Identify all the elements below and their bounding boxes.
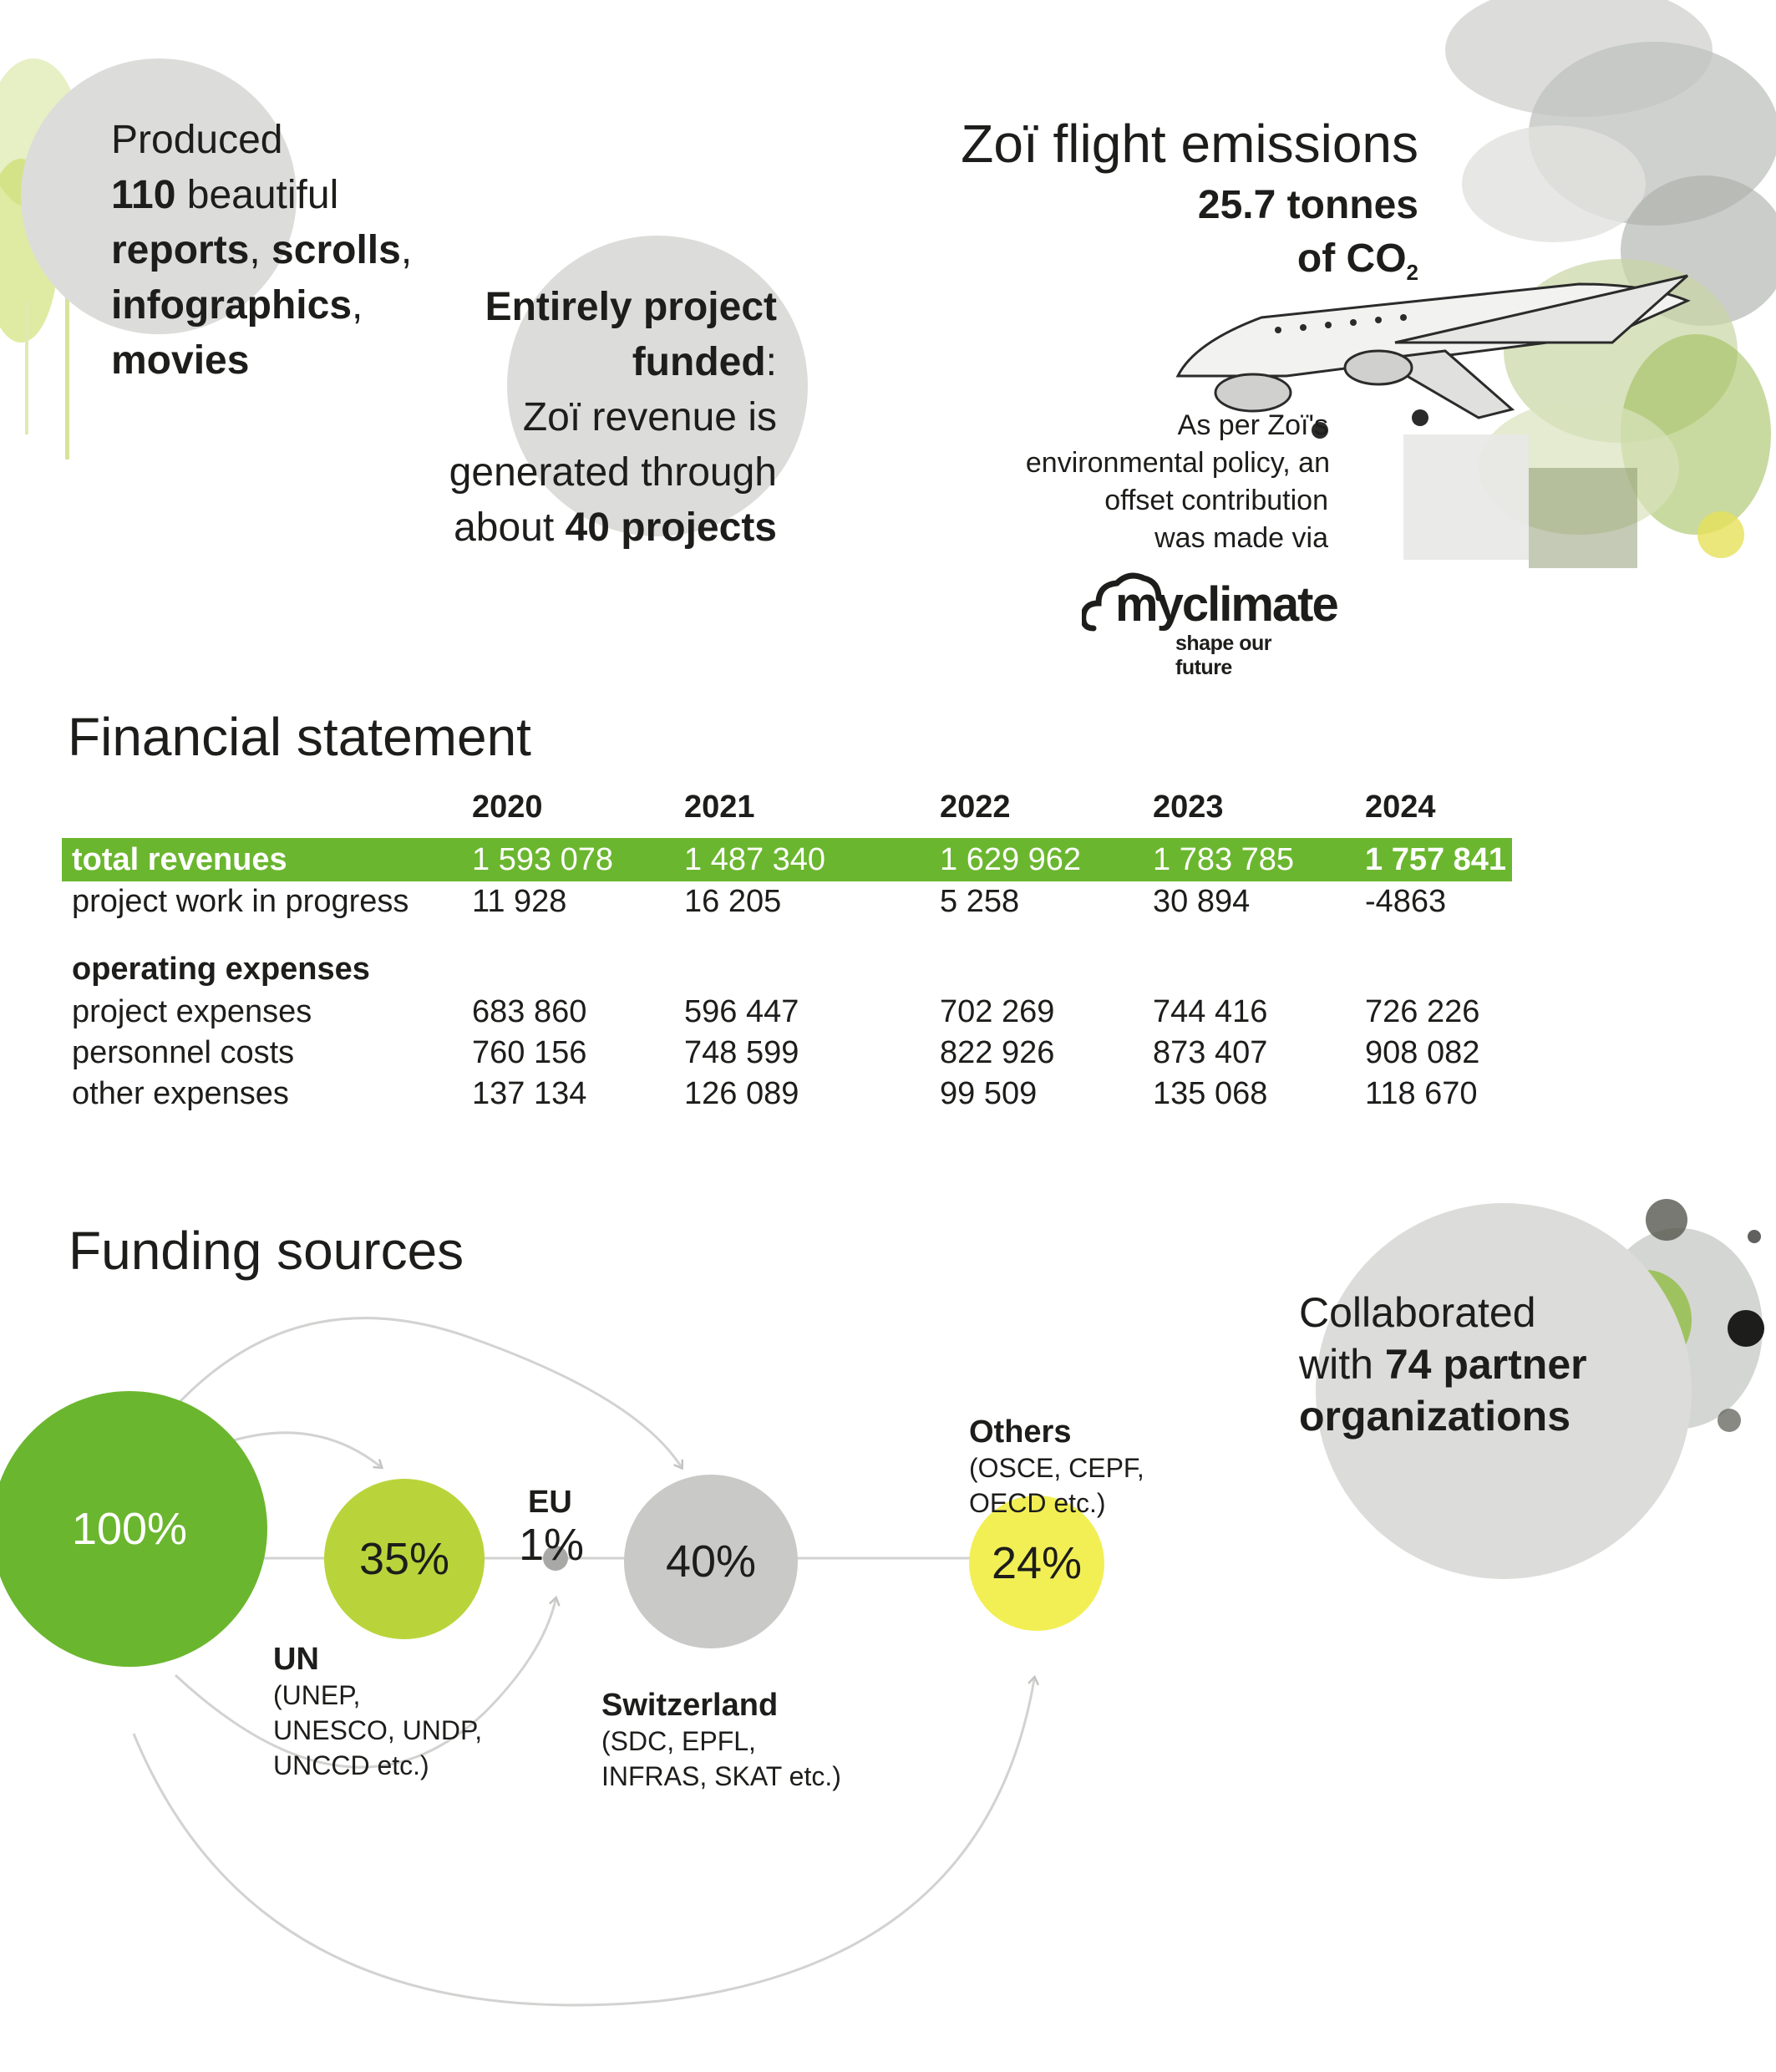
table-cell: 1 487 340 <box>684 842 826 877</box>
partner-count: 74 partner <box>1384 1341 1587 1388</box>
offset-line: As per Zoï's <box>1177 409 1328 441</box>
un-funding-circle <box>324 1479 485 1639</box>
partner-line3: organizations <box>1299 1393 1571 1440</box>
produced-summary <box>111 113 412 388</box>
table-cell: 1 783 785 <box>1153 842 1295 877</box>
flight-value-sub: 2 <box>1406 260 1418 285</box>
table-header-row <box>62 785 1515 829</box>
table-cell: 726 226 <box>1365 994 1480 1029</box>
switzerland-label: Switzerland <box>601 1688 779 1723</box>
table-cell: -4863 <box>1365 884 1447 919</box>
row-label: personnel costs <box>72 1035 295 1070</box>
partner-summary <box>1299 1287 1587 1442</box>
partner-line1: Collaborated <box>1299 1289 1536 1336</box>
table-cell: 908 082 <box>1365 1035 1480 1070</box>
row-label: other expenses <box>72 1076 289 1111</box>
others-detail: OECD etc.) <box>969 1488 1106 1518</box>
un-pct: 35% <box>358 1534 450 1584</box>
table-cell: 135 068 <box>1153 1076 1268 1111</box>
row-label: project expenses <box>72 994 312 1029</box>
total-funding-circle <box>0 1391 267 1667</box>
myclimate-wordmark: myclimate <box>1115 577 1337 632</box>
table-row <box>62 880 1515 923</box>
table-cell: 760 156 <box>472 1035 587 1070</box>
table-cell: 822 926 <box>940 1035 1055 1070</box>
partner-line2-prefix: with <box>1299 1341 1385 1388</box>
produced-item-scrolls: scrolls <box>271 228 401 272</box>
year-header: 2021 <box>684 790 755 825</box>
funded-bold-line1: Entirely project <box>485 285 777 329</box>
table-cell: 748 599 <box>684 1035 799 1070</box>
myclimate-tagline: shape our future <box>1175 632 1271 679</box>
un-detail: UNCCD etc.) <box>273 1750 429 1780</box>
switzerland-funding-circle <box>624 1475 798 1648</box>
produced-item-reports: reports <box>111 228 250 272</box>
funded-line3: Zoï revenue is <box>522 395 777 439</box>
switzerland-detail: INFRAS, SKAT etc.) <box>601 1761 841 1791</box>
row-label: total revenues <box>72 842 287 877</box>
table-cell: 1 593 078 <box>472 842 614 877</box>
eu-pct: 1% <box>519 1520 585 1570</box>
funded-bold-line2: funded <box>632 340 766 384</box>
table-cell: 16 205 <box>684 884 782 919</box>
table-cell: 596 447 <box>684 994 799 1029</box>
switzerland-detail: (SDC, EPFL, <box>601 1726 756 1756</box>
table-cell: 118 670 <box>1365 1076 1478 1111</box>
myclimate-logo <box>1082 576 1337 679</box>
un-detail: (UNEP, <box>273 1680 361 1710</box>
table-cell: 30 894 <box>1153 884 1251 919</box>
financial-statement-title: Financial statement <box>68 707 531 767</box>
table-cell: 1 757 841 <box>1365 842 1507 877</box>
table-cell: 126 089 <box>684 1076 799 1111</box>
funded-colon: : <box>765 340 777 384</box>
un-label: UN <box>273 1642 319 1677</box>
table-cell: 5 258 <box>940 884 1020 919</box>
offset-line: environmental policy, an <box>1025 447 1330 479</box>
flight-value-line1: 25.7 tonnes <box>1197 183 1418 227</box>
produced-sep: , <box>249 228 272 272</box>
funded-line4: generated through <box>449 450 777 495</box>
un-detail: UNESCO, UNDP, <box>273 1715 483 1745</box>
produced-item-movies: movies <box>111 338 250 383</box>
produced-line1: Produced <box>111 118 283 162</box>
table-cell: 873 407 <box>1153 1035 1268 1070</box>
others-detail: (OSCE, CEPF, <box>969 1453 1144 1483</box>
flight-value-line2: of CO <box>1296 236 1407 281</box>
others-label: Others <box>969 1414 1072 1450</box>
others-label-block <box>969 1414 1144 1521</box>
produced-item-infographics: infographics <box>111 283 353 328</box>
table-row <box>62 990 1515 1033</box>
table-cell: 683 860 <box>472 994 587 1029</box>
switzerland-label-block <box>601 1688 841 1794</box>
table-cell: 1 629 962 <box>940 842 1082 877</box>
table-cell: 702 269 <box>940 994 1055 1029</box>
offset-policy-text <box>1026 407 1328 557</box>
table-cell: 137 134 <box>472 1076 587 1111</box>
year-header: 2020 <box>472 790 543 825</box>
table-cell: 744 416 <box>1153 994 1268 1029</box>
table-row <box>62 1031 1515 1074</box>
table-row-total-revenues <box>62 838 1512 881</box>
total-pct: 100% <box>71 1504 188 1554</box>
offset-line: offset contribution <box>1104 485 1328 516</box>
table-row <box>62 1072 1515 1115</box>
year-header: 2023 <box>1153 790 1224 825</box>
funded-projects-count: 40 projects <box>565 505 777 550</box>
year-header: 2024 <box>1365 790 1436 825</box>
year-header: 2022 <box>940 790 1011 825</box>
funded-line5-prefix: about <box>454 505 566 550</box>
ch-pct: 40% <box>665 1536 757 1587</box>
produced-count: 110 <box>111 173 176 217</box>
table-cell: 11 928 <box>472 884 567 919</box>
produced-sep: , <box>400 228 413 272</box>
table-section-heading <box>62 947 1515 991</box>
flight-emissions-value <box>1198 179 1418 299</box>
produced-sep: , <box>352 283 363 328</box>
table-cell: 99 509 <box>940 1076 1038 1111</box>
offset-line: was made via <box>1154 522 1328 554</box>
funding-summary <box>449 280 777 556</box>
produced-count-suffix: beautiful <box>175 173 339 217</box>
others-pct: 24% <box>991 1538 1083 1588</box>
un-label-block <box>273 1642 482 1783</box>
row-label: project work in progress <box>72 884 409 919</box>
funding-sources-title: Funding sources <box>69 1221 464 1281</box>
row-label: operating expenses <box>72 952 370 987</box>
flight-emissions-title: Zoï flight emissions <box>961 114 1418 174</box>
eu-label: EU <box>528 1485 572 1520</box>
